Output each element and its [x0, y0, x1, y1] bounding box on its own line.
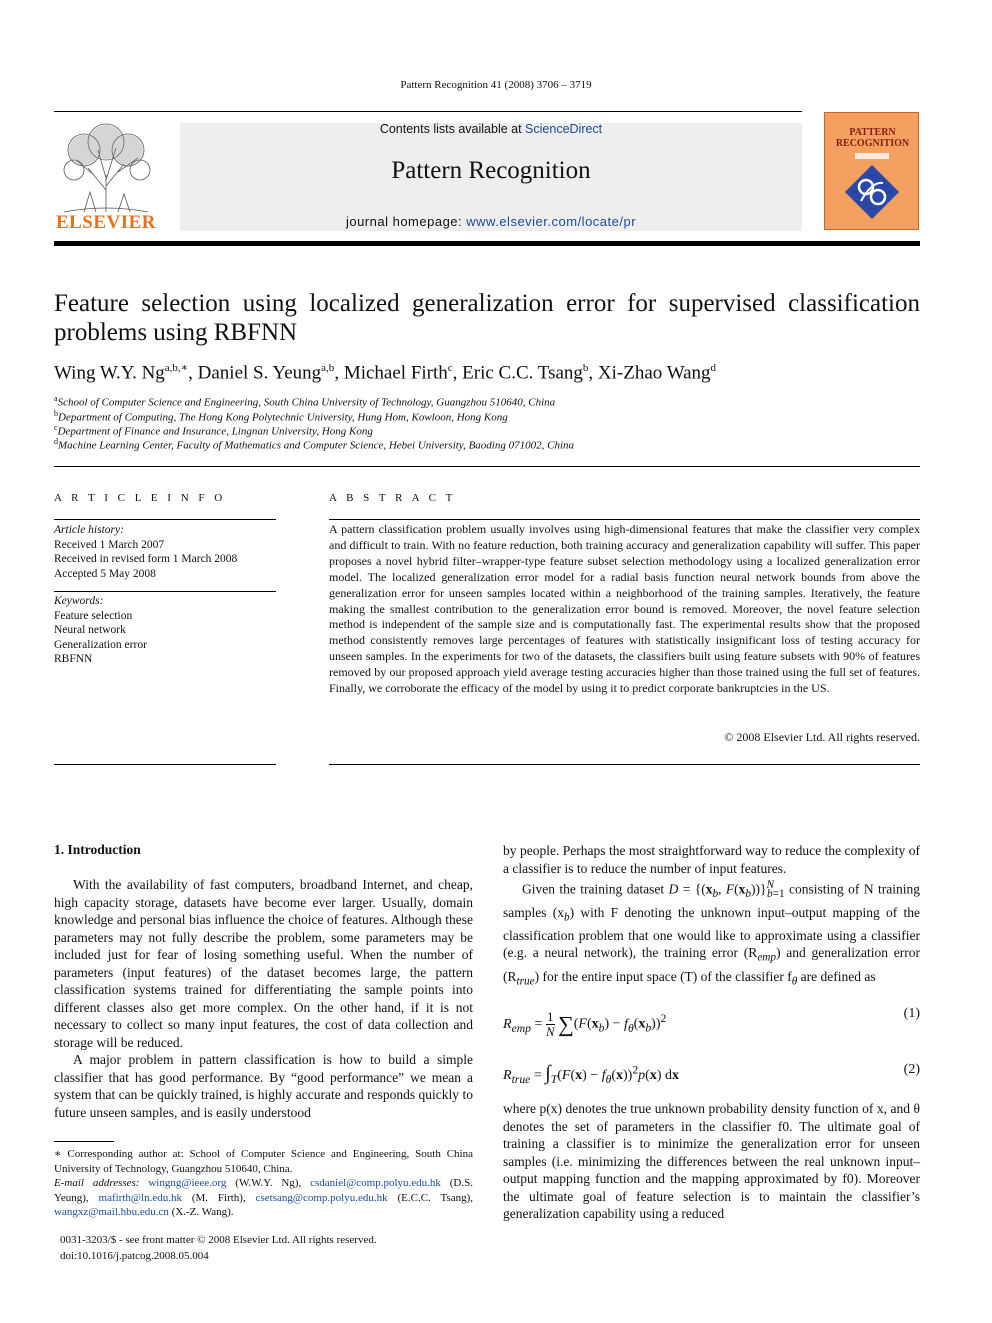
footnote-rule — [54, 1141, 114, 1142]
author-affiliation-mark[interactable]: a,b — [321, 362, 335, 374]
abstract-heading: A B S T R A C T — [329, 492, 456, 504]
email-owner: (W.W.Y. Ng), — [226, 1177, 311, 1189]
author-affiliation-mark[interactable]: b — [582, 362, 589, 374]
homepage-prefix: journal homepage: — [345, 214, 467, 229]
intro-column-right — [503, 842, 920, 991]
email-label: E-mail addresses: — [54, 1177, 149, 1189]
contents-line — [180, 122, 802, 136]
homepage-link[interactable]: www.elsevier.com/locate/pr — [466, 214, 637, 229]
keyword: Feature selection — [54, 609, 133, 622]
history-label: Article history: — [54, 524, 124, 536]
affiliation-mark: c — [54, 423, 58, 432]
affiliation — [54, 409, 508, 424]
journal-name: Pattern Recognition — [391, 157, 591, 184]
keywords-label: Keywords: — [54, 595, 104, 607]
email-owner: (X.-Z. Wang). — [168, 1206, 234, 1218]
equation-number: (1) — [903, 1006, 920, 1021]
email-owner: (M. Firth), — [181, 1191, 256, 1204]
paragraph: Given the training dataset $D = \{(x_b$, $F(x_b))\}^N_{b=1}$ consisting of N training samples $(x_b)$ with F denoting the unknown input–output mapping of the classification problem that one would like to approximate using a classifier (e.g. a neural network), the training error $(R_{emp})$ and generalization error $(R_{true})$ for the entire input space (T) of the classifier $f_\theta$ are defined as — [503, 879, 920, 988]
article-info-rule — [54, 764, 276, 765]
article-info-rule — [54, 591, 276, 592]
history-item: Received 1 March 2007 — [54, 538, 165, 551]
affiliation-text: School of Computer Science and Engineering, South China University of Technology, Guangzhou 510640, China — [57, 396, 556, 409]
author-name: Daniel S. Yeung — [197, 362, 322, 384]
cover-title-line2: RECOGNITION — [835, 138, 910, 149]
email-link[interactable]: mafirth@ln.edu.hk — [98, 1191, 182, 1204]
affiliation-mark: d — [54, 437, 58, 446]
doi-line: doi:10.1016/j.patcog.2008.05.004 — [60, 1249, 209, 1262]
keyword: RBFNN — [54, 653, 93, 665]
author-list: Wing W.Y. $Ng^{a,b,∗}$, Daniel S. Yeung$^{a,b}$, Michael Firth$^c$, Eric C.C. Tsang$^b$, Xi-Zhao Wang$^d$ — [54, 362, 717, 384]
article-info-rule — [54, 519, 276, 520]
email-owner: (D.S. Yeung), — [54, 1177, 473, 1204]
affiliation — [54, 423, 373, 438]
journal-citation: Pattern Recognition 41 (2008) 3706 – 3719 — [400, 79, 592, 91]
affiliation-mark: b — [54, 409, 58, 418]
text-run: ) and generalization error (R — [503, 945, 920, 984]
intro-column-right-continued — [503, 1100, 920, 1223]
affiliation — [54, 394, 555, 409]
paragraph: A major problem in pattern classification is how to build a simple classifier that has good performance. By “good performance” we mean a system that can be quickly trained, is highly accurate and responds quickly to future unseen samples, and is easily understood — [54, 1052, 473, 1120]
text-run: are defined as — [797, 968, 876, 984]
copyright: © 2008 Elsevier Ltd. All rights reserved. — [724, 730, 920, 744]
email-link[interactable]: csetsang@comp.polyu.edu.hk — [255, 1191, 388, 1204]
text-run: ) with F denoting the unknown input–output mapping of the classification problem that one would like to approximate using a classifier (e.g. a neural network), the training error (R — [503, 904, 920, 961]
top-rule — [54, 111, 802, 112]
issn-doi-block — [60, 1233, 377, 1264]
intro-column-left — [54, 876, 473, 1121]
paper-title: Feature selection using localized generalization error for supervised classification problems using RBFNN — [54, 290, 920, 346]
contents-prefix: Contents lists available at — [379, 122, 526, 136]
affiliation-rule — [54, 466, 920, 467]
equation-2: $R_{true} = \int_T(F(x) - f_\theta(x))^2p(x)$ dx (2) — [503, 1062, 920, 1086]
equation-number: (2) — [903, 1062, 920, 1077]
abstract-rule — [329, 519, 920, 520]
section-heading: 1. Introduction — [54, 842, 141, 857]
author-name: Xi-Zhao Wang — [597, 362, 711, 384]
author-affiliation-mark[interactable]: a,b,∗ — [164, 362, 189, 374]
author-name: Wing W.Y. Ng — [54, 362, 165, 384]
affiliation-text: Department of Computing, The Hong Kong Polytechnic University, Hung Hom, Kowloon, Hong Kong — [58, 411, 508, 424]
article-info-heading: A R T I C L E I N F O — [54, 492, 226, 504]
email-link[interactable]: wangxz@mail.hbu.edu.cn — [54, 1206, 169, 1218]
affiliation-text: Department of Finance and Insurance, Lingnan University, Hong Kong — [57, 425, 373, 438]
text-run: ) for the entire input space (T) of the classifier f — [534, 968, 792, 984]
keywords — [54, 594, 276, 667]
elsevier-wordmark: ELSEVIER — [55, 212, 157, 233]
paragraph: where p(x) denotes the true unknown probability density function of x, and θ denotes the set of parameters in the classifier f0. The ultimate goal of training a classifier is to minimize the generalization error for unseen samples (i.e. minimizing the differences between the real unknown input–output mapping function and the mapping approximated by f0). Moreover the ultimate goal of feature selection is to maintain the classifier’s generalization capability using a reduced — [503, 1101, 920, 1221]
text-run: consisting of N training samples (x — [503, 881, 920, 920]
history-item: Accepted 5 May 2008 — [54, 567, 156, 580]
corresponding-author-text: ∗ Corresponding author at: School of Computer Science and Engineering, South China University of Technology, Guangzhou 510640, China. — [54, 1148, 473, 1175]
abstract-text: A pattern classification problem usually involves using high-dimensional features that make the classifier very complex and difficult to train. With no feature reduction, both training accuracy and generalization capability will suffer. This paper proposes a novel hybrid filter–wrapper-type feature subset selection methodology using a localized generalization error model. The localized generalization error model for a radial basis function neural network bounds from above the generalization error for unseen samples located within a neighborhood of the training samples. Iteratively, the feature making the smallest contribution to the generalization error bound is removed. Moreover, the novel feature selection method is independent of the sample size and is computationally fast. The experimental results show that the proposed method consistently removes large percentages of features with statistically insignificant loss of testing accuracy for unseen samples. In the experiments for two of the datasets, the classifiers built using feature subsets with 90% of features removed by our proposed approach yield average testing accuracies higher than those trained using the full set of features. Finally, we corroborate the efficacy of the model by using it to predict corporate bankruptcies in the US. — [329, 522, 920, 696]
author-name: Eric C.C. Tsang — [462, 362, 583, 384]
keyword: Generalization error — [54, 638, 147, 651]
email-link[interactable]: wingng@ieee.org — [148, 1177, 227, 1189]
affiliation — [54, 437, 574, 452]
cover-emblem-icon — [833, 151, 911, 225]
paragraph: With the availability of fast computers, broadband Internet, and cheap, high capacity storage, datasets have become ever larger. Usually, domain knowledge and personal bias influence the choice of features. Although these parameters may not fully describe the problem, some parameters may be included just for fear of losing something useful. When the number of parameters (input features) of the dataset becomes large, the pattern classification systems trained for differentiating the sample points into different classes also get more complex. On the other hand, if it is not necessary to collect so many input features, the cost of data collection and storage will be reduced. — [54, 877, 473, 1050]
affiliation-mark: a — [54, 394, 58, 403]
article-history — [54, 523, 276, 581]
paragraph: by people. Perhaps the most straightforward way to reduce the complexity of a classifier is to reduce the number of input features. — [503, 843, 920, 876]
equation-1: $R_{emp}$ = $\frac{1}{N}$ $\sum(F(x_b) - f_\theta(x_b))^2$ (1) — [503, 1006, 920, 1039]
journal-homepage — [180, 214, 802, 229]
corresponding-author-footnote — [54, 1147, 473, 1220]
email-link[interactable]: csdaniel@comp.polyu.edu.hk — [310, 1177, 441, 1189]
keyword: Neural network — [54, 624, 126, 636]
author-affiliation-mark[interactable]: c — [447, 362, 453, 374]
history-item: Received in revised form 1 March 2008 — [54, 553, 238, 565]
affiliation-text: Machine Learning Center, Faculty of Mathematics and Computer Science, Hebei University, Baoding 071002, China — [58, 439, 574, 452]
sciencedirect-link[interactable]: ScienceDirect — [525, 122, 603, 136]
cover-title — [825, 127, 920, 149]
author-affiliation-mark[interactable]: d — [710, 362, 717, 374]
issn-line: 0031-3203/$ - see front matter © 2008 Elsevier Ltd. All rights reserved. — [60, 1234, 377, 1246]
abstract-rule — [329, 764, 920, 765]
author-name: Michael Firth — [343, 362, 448, 384]
cover-title-line1: PATTERN — [849, 127, 896, 138]
text-run: Given the training dataset — [522, 881, 669, 897]
email-owner: (E.C.C. Tsang), — [387, 1191, 474, 1204]
header-thick-rule — [54, 241, 920, 246]
journal-cover — [824, 112, 919, 230]
